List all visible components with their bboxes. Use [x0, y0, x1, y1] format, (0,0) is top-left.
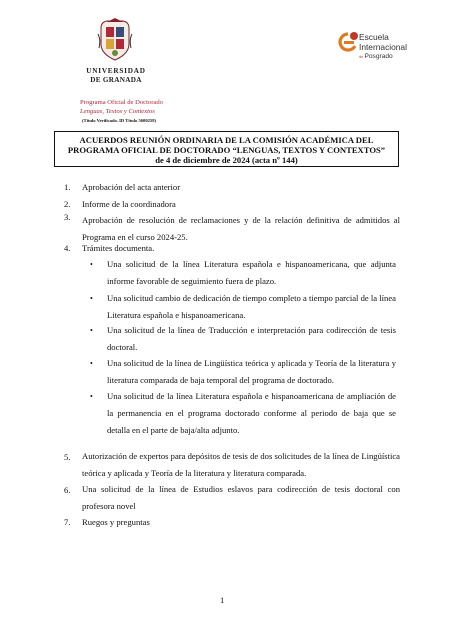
item-number: 7.	[64, 517, 71, 527]
program-subtitle: Lenguas, Textos y Contextos	[80, 108, 155, 115]
agenda-item-text: Aprobación de resolución de reclamaciones y de la relación definitiva de admitidos al Programa en el curso 2024-25.	[82, 215, 400, 242]
school-name-de: de	[359, 53, 364, 59]
bullet-glyph: •	[90, 326, 93, 335]
document-title-box	[54, 131, 399, 167]
item-number: 2.	[64, 199, 71, 209]
agenda-item-text: Informe de la coordinadora	[82, 199, 176, 209]
agenda-item	[82, 448, 400, 482]
bullet-glyph: •	[90, 294, 93, 303]
eip-logo-block	[336, 28, 436, 68]
page-number: 1	[220, 595, 225, 605]
agenda-item	[82, 243, 400, 253]
item-number: 5.	[64, 452, 71, 462]
bullet-glyph: •	[90, 359, 93, 368]
item-number: 4.	[64, 243, 71, 253]
agenda-item	[82, 199, 400, 209]
school-name-line1: Escuela	[359, 32, 389, 42]
bullet-item: Una solicitud cambio de dedicación de tiempo completo a tiempo parcial de la línea Literatura española e hispanoamericana.	[107, 293, 396, 320]
title-line3: de 4 de diciembre de 2024 (acta nº 144)	[155, 155, 298, 165]
bullet-glyph: •	[90, 260, 93, 269]
agenda-item	[82, 212, 400, 246]
agenda-item	[82, 182, 400, 192]
school-name-line2: Internacional	[359, 42, 407, 52]
ugr-shield-icon	[97, 18, 133, 62]
school-name-line3	[359, 53, 393, 60]
item-number: 1.	[64, 182, 71, 192]
program-name: Programa Oficial de Doctorado	[80, 99, 163, 106]
agenda-item-text: Ruegos y preguntas	[82, 517, 150, 527]
university-name-line1: UNIVERSIDAD	[86, 67, 146, 75]
agenda-item-text: Aprobación del acta anterior	[82, 182, 181, 192]
program-verification: (Título Verificado. ID Título 5600258)	[82, 118, 157, 123]
title-line2: PROGRAMA OFICIAL DE DOCTORADO “LENGUAS, TEXTOS Y CONTEXTOS”	[67, 145, 386, 155]
school-name-posgrado: Posgrado	[364, 53, 393, 60]
bullet-item: Una solicitud de la línea de Traducción e interpretación para codirección de tesis doctoral.	[107, 325, 396, 352]
agenda-item	[82, 517, 400, 527]
agenda-item-text: Una solicitud de la línea de Estudios eslavos para codirección de tesis doctoral con profesora novel	[82, 484, 400, 511]
title-line1: ACUERDOS REUNIÓN ORDINARIA DE LA COMISIÓN ACADÉMICA DEL	[79, 135, 374, 145]
bullet-item: Una solicitud de la línea de Lingüística teórica y aplicada y Teoría de la literatura y literatura comparada de baja temporal del programa de doctorado.	[107, 358, 396, 385]
item-number: 3.	[64, 212, 71, 222]
agenda-item	[82, 481, 400, 515]
bullet-item: Una solicitud de la línea Literatura española e hispanoamericana, que adjunta informe favorable de seguimiento fuera de plazo.	[107, 259, 396, 286]
agenda-item-text: Trámites documenta.	[82, 243, 155, 253]
item-number: 6.	[64, 485, 71, 495]
bullet-item: Una solicitud de la línea Literatura española e hispanoamericana de ampliación de la permanencia en el programa doctorado conforme al periodo de baja que se detalla en el parte de baja/alta adjunto.	[107, 391, 396, 435]
university-name-line2: DE GRANADA	[90, 76, 142, 84]
eip-logo-icon	[336, 30, 360, 54]
bullet-glyph: •	[90, 392, 93, 401]
agenda-item-text: Autorización de expertos para depósitos de tesis de dos solicitudes de la línea de Lingüística teórica y aplicada y Teoría de la literatura y literatura comparada.	[82, 451, 400, 478]
